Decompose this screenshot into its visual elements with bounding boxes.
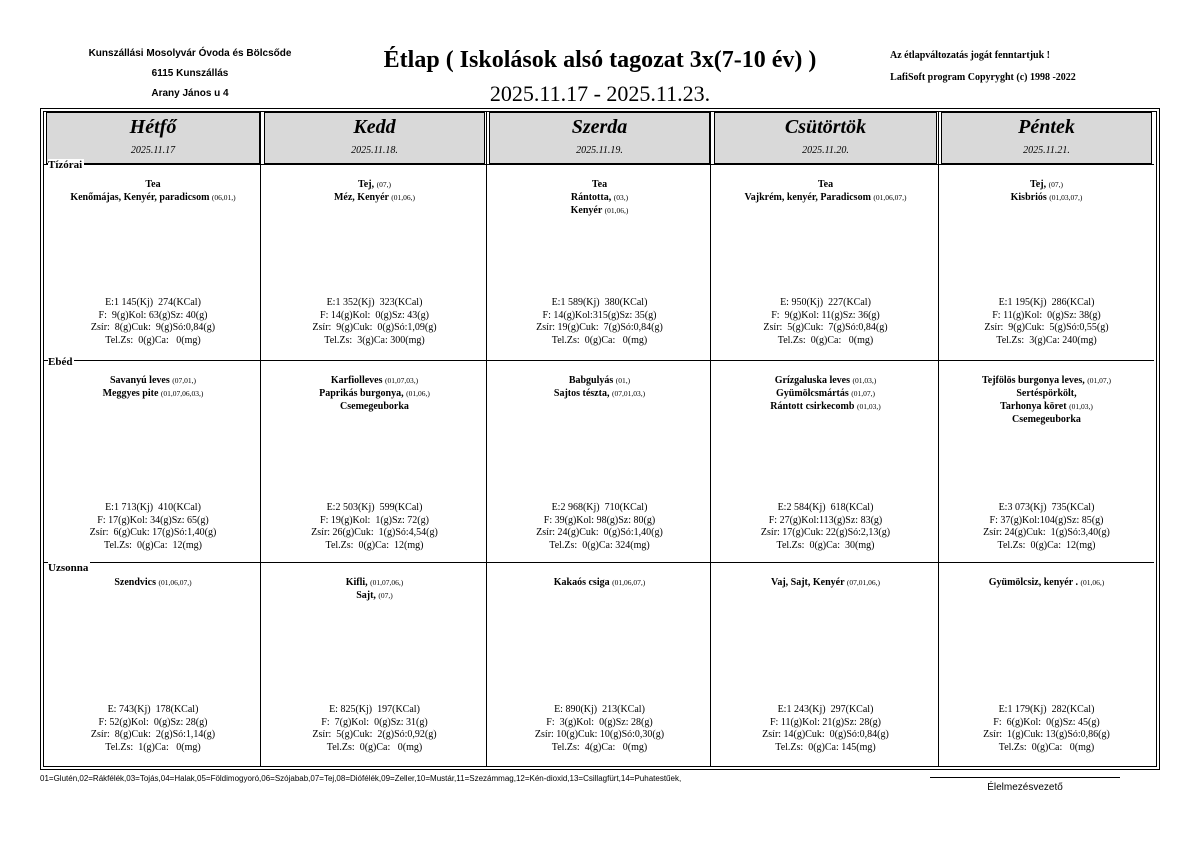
- food-item: [489, 374, 710, 387]
- nutrition-line: E: 743(Kj) 178(KCal): [107, 704, 199, 715]
- nutrition-line: F: 39(g)Kol: 98(g)Sz: 80(g): [543, 514, 656, 526]
- nutrition-line: F: 17(g)Kol: 34(g)Sz: 65(g): [97, 514, 209, 526]
- nutrition-line: E:2 584(Kj) 618(KCal): [777, 502, 874, 513]
- allergen-codes: (01,03,): [852, 376, 877, 385]
- nutrition-info: [264, 297, 485, 347]
- day-date: 2025.11.18.: [351, 145, 398, 156]
- menu-cell: [714, 576, 937, 589]
- food-item: [714, 576, 937, 589]
- food-name: Karfiolleves: [330, 375, 383, 386]
- day-header: [264, 112, 485, 164]
- menu-cell: [46, 576, 260, 589]
- food-name: Kenőmájas, Kenyér, paradicsom: [70, 192, 210, 203]
- food-name: Kenyér: [570, 205, 603, 216]
- nutrition-line: F: 27(g)Kol:113(g)Sz: 83(g): [768, 514, 883, 526]
- food-item: [714, 178, 937, 191]
- menu-cell: [489, 374, 710, 400]
- nutrition-info: [941, 297, 1152, 347]
- food-item: [264, 387, 485, 400]
- allergen-codes: (06,01,): [211, 193, 236, 202]
- food-item: [264, 576, 485, 589]
- nutrition-line: E: 890(Kj) 213(KCal): [554, 704, 645, 715]
- nutrition-info: [46, 502, 260, 552]
- nutrition-line: Tel.Zs: 3(g)Ca: 300(mg): [324, 334, 425, 346]
- allergen-codes: (01,03,07,): [1049, 193, 1083, 202]
- allergen-codes: (01,07,03,): [385, 376, 419, 385]
- allergen-codes: (01,07,): [851, 389, 876, 398]
- column-divider: [938, 112, 939, 766]
- food-name: Gyümölcsiz, kenyér .: [988, 577, 1078, 588]
- nutrition-line: Zsír: 6(g)Cuk: 17(g)Só:1,40(g): [89, 527, 217, 538]
- food-name: Sajt,: [356, 590, 376, 601]
- nutrition-line: F: 6(g)Kol: 0(g)Sz: 45(g): [993, 716, 1100, 728]
- menu-cell: [264, 576, 485, 602]
- allergen-codes: (01,06,07,): [158, 578, 192, 587]
- nutrition-line: F: 7(g)Kol: 0(g)Sz: 31(g): [321, 716, 428, 728]
- nutrition-line: E:1 243(Kj) 297(KCal): [777, 704, 874, 715]
- nutrition-line: Tel.Zs: 0(g)Ca: 324(mg): [549, 539, 650, 551]
- nutrition-line: Zsír: 9(g)Cuk: 5(g)Só:0,55(g): [984, 322, 1109, 333]
- food-name: Szendvics: [114, 577, 157, 588]
- nutrition-line: Tel.Zs: 4(g)Ca: 0(mg): [551, 741, 648, 753]
- nutrition-line: Tel.Zs: 0(g)Ca: 12(mg): [104, 539, 202, 551]
- allergen-codes: (01,06,07,): [612, 578, 646, 587]
- nutrition-line: Zsír: 5(g)Cuk: 2(g)Só:0,92(g): [312, 729, 437, 740]
- day-name: Péntek: [1018, 116, 1075, 138]
- nutrition-info: [264, 704, 485, 754]
- nutrition-line: E:2 503(Kj) 599(KCal): [326, 502, 423, 513]
- column-divider: [260, 112, 261, 766]
- food-name: Tej,: [358, 179, 375, 190]
- nutrition-line: Zsír: 19(g)Cuk: 7(g)Só:0,84(g): [536, 322, 663, 333]
- nutrition-line: E:1 713(Kj) 410(KCal): [105, 502, 201, 513]
- allergen-codes: (01,03,): [1069, 402, 1093, 411]
- menu-cell: [489, 178, 710, 217]
- food-item: [714, 400, 937, 413]
- food-name: Tea: [145, 179, 161, 190]
- row-divider: [44, 360, 1154, 361]
- nutrition-line: Zsír: 26(g)Cuk: 1(g)Só:4,54(g): [311, 527, 438, 538]
- page-title: Étlap ( Iskolások alsó tagozat 3x(7-10 év) ): [383, 47, 817, 73]
- allergen-codes: (03,): [613, 193, 629, 202]
- nutrition-info: [489, 502, 710, 552]
- food-item: [489, 387, 710, 400]
- nutrition-line: F: 19(g)Kol: 1(g)Sz: 72(g): [320, 514, 429, 526]
- food-item: [46, 387, 260, 400]
- nutrition-info: [714, 502, 937, 552]
- menu-cell: [264, 374, 485, 413]
- food-name: Kifli,: [345, 577, 368, 588]
- nutrition-line: E:3 073(Kj) 735(KCal): [998, 502, 1095, 513]
- nutrition-line: F: 11(g)Kol: 21(g)Sz: 28(g): [769, 716, 881, 728]
- meal-label: Uzsonna: [48, 562, 89, 574]
- food-item: [489, 178, 710, 191]
- food-item: [941, 413, 1152, 426]
- food-item: [264, 191, 485, 204]
- food-item: [489, 204, 710, 217]
- nutrition-line: F: 14(g)Kol:315(g)Sz: 35(g): [542, 309, 657, 321]
- date-range: 2025.11.17 - 2025.11.23.: [489, 81, 711, 106]
- allergen-codes: (01,03,): [856, 402, 881, 411]
- allergen-codes: (07,01,03,): [611, 389, 646, 398]
- menu-cell: [941, 374, 1152, 426]
- food-item: [489, 576, 710, 589]
- allergen-codes: (01,06,): [604, 206, 629, 215]
- day-name: Szerda: [571, 116, 628, 138]
- nutrition-line: Zsír: 8(g)Cuk: 2(g)Só:1,14(g): [90, 729, 216, 740]
- food-item: [941, 387, 1152, 400]
- day-header: [941, 112, 1152, 164]
- day-header: [46, 112, 260, 164]
- food-item: [489, 191, 710, 204]
- food-name: Méz, Kenyér: [333, 192, 389, 203]
- nutrition-line: E:1 195(Kj) 286(KCal): [998, 297, 1095, 308]
- food-item: [941, 178, 1152, 191]
- nutrition-line: F: 37(g)Kol:104(g)Sz: 85(g): [989, 514, 1104, 526]
- food-item: [714, 387, 937, 400]
- institution-zip-city: 6115 Kunszállás: [151, 68, 229, 79]
- food-item: [264, 589, 485, 602]
- day-date: 2025.11.19.: [576, 145, 623, 156]
- nutrition-info: [941, 502, 1152, 552]
- food-name: Savanyú leves: [110, 375, 170, 386]
- allergen-codes: (01,06,07,): [873, 193, 907, 202]
- food-name: Vaj, Sajt, Kenyér: [771, 577, 845, 588]
- nutrition-line: F: 9(g)Kol: 11(g)Sz: 36(g): [771, 309, 880, 321]
- food-item: [46, 178, 260, 191]
- day-date: 2025.11.21.: [1023, 145, 1070, 156]
- allergen-codes: (07,01,): [172, 376, 196, 385]
- nutrition-line: Tel.Zs: 0(g)Ca: 0(mg): [105, 334, 201, 346]
- nutrition-line: E:1 352(Kj) 323(KCal): [326, 297, 423, 308]
- nutrition-info: [714, 297, 937, 347]
- nutrition-line: Tel.Zs: 3(g)Ca: 240(mg): [996, 334, 1097, 346]
- nutrition-line: Zsír: 8(g)Cuk: 9(g)Só:0,84(g): [90, 322, 216, 333]
- nutrition-line: E:1 589(Kj) 380(KCal): [551, 297, 648, 308]
- nutrition-line: Zsír: 5(g)Cuk: 7(g)Só:0,84(g): [763, 322, 888, 333]
- food-item: [46, 576, 260, 589]
- nutrition-info: [264, 502, 485, 552]
- allergen-codes: (01,06,): [391, 193, 416, 202]
- nutrition-info: [46, 297, 260, 347]
- allergen-codes: (07,): [378, 591, 393, 600]
- nutrition-info: [489, 297, 710, 347]
- food-name: Gyümölcsmártás: [775, 388, 849, 399]
- nutrition-line: E:2 968(Kj) 710(KCal): [551, 502, 648, 513]
- nutrition-line: F: 3(g)Kol: 0(g)Sz: 28(g): [546, 716, 653, 728]
- allergen-codes: (07,): [1048, 180, 1063, 189]
- food-item: [941, 400, 1152, 413]
- food-item: [46, 191, 260, 204]
- nutrition-info: [46, 704, 260, 754]
- meal-label: Ebéd: [48, 356, 73, 368]
- day-date: 2025.11.17: [130, 145, 176, 156]
- allergen-codes: (01,): [615, 376, 631, 385]
- nutrition-line: Zsír: 9(g)Cuk: 0(g)Só:1,09(g): [312, 322, 437, 333]
- day-header: [714, 112, 937, 164]
- menu-cell: [714, 178, 937, 204]
- allergen-codes: (01,06,): [1080, 578, 1105, 587]
- nutrition-line: Tel.Zs: 0(g)Ca: 0(mg): [777, 334, 874, 346]
- nutrition-info: [489, 704, 710, 754]
- nutrition-line: F: 52(g)Kol: 0(g)Sz: 28(g): [98, 716, 208, 728]
- allergen-codes: (01,06,): [406, 389, 430, 398]
- column-divider: [710, 112, 711, 766]
- food-item: [46, 374, 260, 387]
- food-name: Grízgaluska leves: [774, 375, 851, 386]
- food-item: [714, 374, 937, 387]
- nutrition-line: Tel.Zs: 0(g)Ca: 0(mg): [326, 741, 423, 753]
- food-name: Tea: [591, 179, 608, 190]
- food-name: Csemegeuborka: [1012, 414, 1081, 425]
- rights-note: Az étlapváltozatás jogát fenntartjuk !: [890, 50, 1050, 61]
- signature-label: Élelmezésvezető: [987, 782, 1063, 793]
- nutrition-line: Zsír: 24(g)Cuk: 0(g)Só:1,40(g): [536, 527, 663, 538]
- column-divider: [486, 112, 487, 766]
- food-name: Sertéspörkölt,: [1016, 388, 1077, 399]
- food-name: Tarhonya köret: [1000, 401, 1067, 412]
- food-item: [941, 576, 1152, 589]
- institution-name: Kunszállási Mosolyvár Óvoda és Bölcsőde: [88, 48, 292, 59]
- nutrition-line: Zsír: 1(g)Cuk: 13(g)Só:0,86(g): [983, 729, 1110, 740]
- nutrition-line: F: 9(g)Kol: 63(g)Sz: 40(g): [98, 309, 208, 321]
- menu-cell: [46, 178, 260, 204]
- food-name: Meggyes pite: [102, 388, 159, 399]
- nutrition-line: Tel.Zs: 0(g)Ca: 0(mg): [551, 334, 648, 346]
- nutrition-line: Zsír: 24(g)Cuk: 1(g)Só:3,40(g): [983, 527, 1110, 538]
- food-item: [941, 191, 1152, 204]
- nutrition-line: F: 11(g)Kol: 0(g)Sz: 38(g): [992, 309, 1101, 321]
- food-item: [941, 374, 1152, 387]
- food-name: Babgulyás: [568, 375, 614, 386]
- nutrition-info: [714, 704, 937, 754]
- menu-cell: [941, 178, 1152, 204]
- menu-cell: [489, 576, 710, 589]
- food-item: [264, 178, 485, 191]
- allergen-codes: (07,): [376, 180, 391, 189]
- food-name: Tej,: [1030, 179, 1047, 190]
- menu-cell: [264, 178, 485, 204]
- nutrition-line: E:1 145(Kj) 274(KCal): [105, 297, 201, 308]
- nutrition-info: [941, 704, 1152, 754]
- allergen-legend: 01=Glutén,02=Rákfélék,03=Tojás,04=Halak,05=Földimogyoró,06=Szójabab,07=Tej,08=Diófélék,09=Zeller,10=Mustár,11=Szezámmag,12=Kén-dioxid,13=Csillagfürt,14=Puhatestűek,: [40, 774, 682, 783]
- nutrition-line: Zsír: 10(g)Cuk: 10(g)Só:0,30(g): [534, 729, 665, 740]
- food-name: Csemegeuborka: [340, 401, 409, 412]
- institution-block: [60, 44, 320, 104]
- food-name: Paprikás burgonya,: [319, 388, 404, 399]
- nutrition-line: Tel.Zs: 0(g)Ca: 12(mg): [325, 539, 424, 551]
- row-divider: [44, 562, 1154, 563]
- menu-cell: [941, 576, 1152, 589]
- nutrition-line: Tel.Zs: 0(g)Ca: 0(mg): [998, 741, 1095, 753]
- nutrition-line: E:1 179(Kj) 282(KCal): [998, 704, 1095, 715]
- nutrition-line: E: 950(Kj) 227(KCal): [780, 297, 871, 308]
- food-item: [264, 374, 485, 387]
- nutrition-line: Tel.Zs: 1(g)Ca: 0(mg): [105, 741, 201, 753]
- food-name: Tea: [817, 179, 834, 190]
- food-name: Kisbriós: [1010, 192, 1047, 203]
- day-header: [489, 112, 710, 164]
- day-name: Csütörtök: [784, 116, 867, 138]
- meal-label: Tízórai: [48, 159, 83, 171]
- allergen-codes: (01,07,06,): [370, 578, 404, 587]
- signature-line: [930, 777, 1120, 778]
- allergen-codes: (01,07,): [1087, 376, 1111, 385]
- food-name: Vajkrém, kenyér, Paradicsom: [744, 192, 871, 203]
- row-divider: [44, 164, 1154, 165]
- food-name: Sajtos tészta,: [553, 388, 610, 399]
- nutrition-line: Tel.Zs: 0(g)Ca: 145(mg): [775, 741, 876, 753]
- nutrition-line: Tel.Zs: 0(g)Ca: 30(mg): [776, 539, 875, 551]
- allergen-codes: (01,07,06,03,): [160, 389, 204, 398]
- day-name: Hétfő: [129, 116, 177, 138]
- day-date: 2025.11.20.: [802, 145, 849, 156]
- day-name: Kedd: [353, 116, 396, 138]
- menu-cell: [46, 374, 260, 400]
- menu-cell: [714, 374, 937, 413]
- food-name: Tejfölös burgonya leves,: [982, 375, 1085, 386]
- nutrition-line: Zsír: 14(g)Cuk: 0(g)Só:0,84(g): [762, 729, 889, 740]
- food-item: [714, 191, 937, 204]
- food-name: Rántott csirkecomb: [770, 401, 855, 412]
- nutrition-line: F: 14(g)Kol: 0(g)Sz: 43(g): [320, 309, 429, 321]
- allergen-codes: (07,01,06,): [846, 578, 880, 587]
- food-item: [264, 400, 485, 413]
- nutrition-line: Zsír: 17(g)Cuk: 22(g)Só:2,13(g): [760, 527, 891, 538]
- food-name: Rántotta,: [570, 192, 612, 203]
- institution-street: Arany János u 4: [151, 88, 229, 99]
- food-name: Kakaós csiga: [553, 577, 610, 588]
- software-note: LafiSoft program Copyryght (c) 1998 -2022: [890, 72, 1076, 83]
- nutrition-line: Tel.Zs: 0(g)Ca: 12(mg): [997, 539, 1096, 551]
- nutrition-line: E: 825(Kj) 197(KCal): [329, 704, 420, 715]
